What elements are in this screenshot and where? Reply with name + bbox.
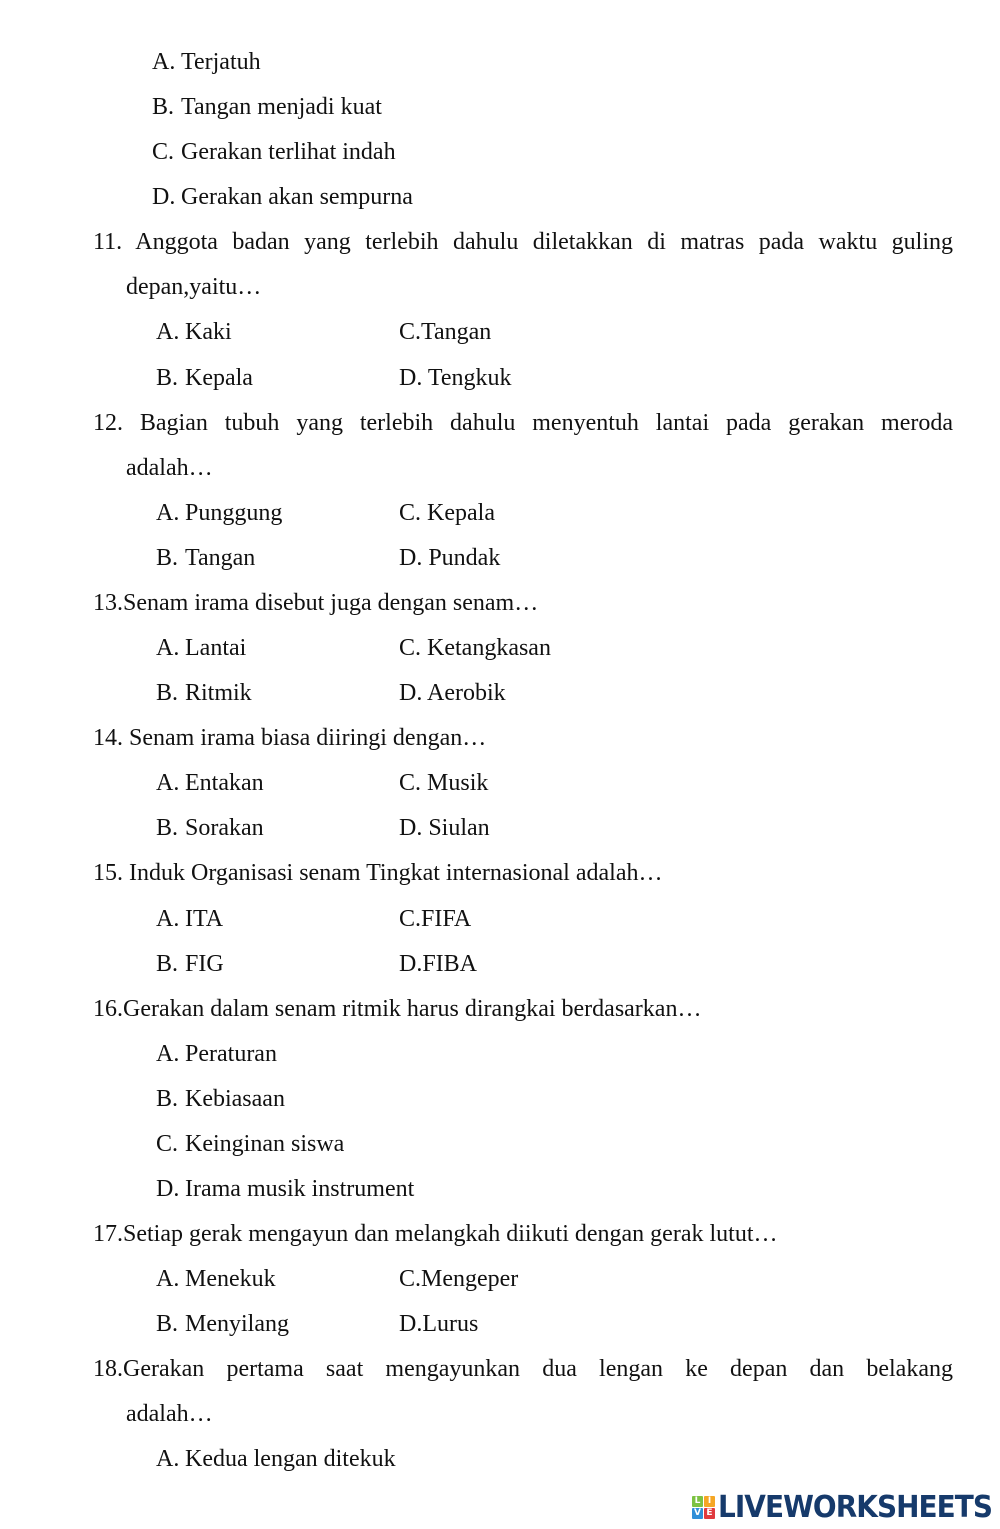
option-letter: B. (156, 951, 179, 977)
logo-text: LIVEWORKSHEETS (718, 1489, 993, 1525)
answer-option-row (156, 1039, 953, 1069)
option-letter: A. (156, 500, 180, 526)
option-letter: A. (156, 1041, 180, 1067)
question-text: 16.Gerakan dalam senam ritmik harus dirangkai berdasarkan… (93, 996, 702, 1022)
answer-option-row (156, 949, 953, 979)
option-letter: A. (156, 319, 180, 345)
option-letter: A. (156, 635, 180, 661)
answer-option-row (156, 1084, 953, 1114)
question-text: 15. Induk Organisasi senam Tingkat internasional adalah… (93, 860, 663, 886)
option-text: Lantai (185, 635, 247, 661)
option-letter: A. (156, 770, 180, 796)
option-right: D. Siulan (399, 815, 490, 841)
option-text: Irama musik instrument (185, 1176, 415, 1202)
option-right: D. Tengkuk (399, 365, 512, 391)
answer-option-row (156, 1444, 953, 1474)
question-text: 11. Anggota badan yang terlebih dahulu diletakkan di matras pada waktu guling (93, 229, 953, 255)
answer-option-row (156, 768, 953, 798)
option-text: Kepala (185, 365, 253, 391)
answer-option-row (152, 137, 953, 167)
option-letter: B. (156, 1086, 179, 1112)
option-letter: C. (152, 139, 175, 165)
logo-block: E (704, 1508, 715, 1519)
answer-option-row (156, 904, 953, 934)
question-text-continued: adalah… (126, 1401, 213, 1427)
answer-option-row (152, 92, 953, 122)
answer-option-row (156, 1174, 953, 1204)
option-text: Tangan menjadi kuat (181, 94, 382, 120)
answer-option-row (156, 1309, 953, 1339)
answer-option-row (156, 633, 953, 663)
option-letter: A. (156, 1446, 180, 1472)
answer-option-row (156, 498, 953, 528)
question-text: 13.Senam irama disebut juga dengan senam… (93, 590, 539, 616)
option-right: D.Lurus (399, 1311, 479, 1337)
option-text: Terjatuh (181, 49, 261, 75)
question-text: 18.Gerakan pertama saat mengayunkan dua lengan ke depan dan belakang (93, 1356, 953, 1382)
logo-block: L (692, 1496, 703, 1507)
option-text: Menekuk (185, 1266, 276, 1292)
option-right: C. Kepala (399, 500, 495, 526)
question-text-continued: adalah… (126, 455, 213, 481)
logo-block: V (692, 1508, 703, 1519)
question-text: 17.Setiap gerak mengayun dan melangkah diikuti dengan gerak lutut… (93, 1221, 778, 1247)
option-text: Peraturan (185, 1041, 277, 1067)
option-right: C. Ketangkasan (399, 635, 551, 661)
option-right: C. Musik (399, 770, 489, 796)
option-text: Keinginan siswa (185, 1131, 345, 1157)
option-letter: D. (156, 1176, 180, 1202)
option-right: D. Aerobik (399, 680, 506, 706)
option-letter: B. (152, 94, 175, 120)
answer-option-row (156, 813, 953, 843)
option-text: Entakan (185, 770, 264, 796)
option-text: Menyilang (185, 1311, 289, 1337)
answer-option-row (156, 1264, 953, 1294)
option-letter: A. (156, 1266, 180, 1292)
live-blocks-icon (692, 1496, 715, 1519)
answer-option-row (156, 543, 953, 573)
option-right: C.FIFA (399, 906, 472, 932)
answer-option-row (156, 363, 953, 393)
option-text: Ritmik (185, 680, 252, 706)
question-text-continued: depan,yaitu… (126, 274, 262, 300)
option-text: Gerakan akan sempurna (181, 184, 413, 210)
option-text: Tangan (185, 545, 256, 571)
question-text: 12. Bagian tubuh yang terlebih dahulu menyentuh lantai pada gerakan meroda (93, 410, 953, 436)
option-text: Kebiasaan (185, 1086, 285, 1112)
option-right: D.FIBA (399, 951, 478, 977)
option-right: D. Pundak (399, 545, 501, 571)
option-text: Sorakan (185, 815, 264, 841)
option-letter: A. (152, 49, 176, 75)
option-right: C.Mengeper (399, 1266, 519, 1292)
option-letter: A. (156, 906, 180, 932)
option-text: Gerakan terlihat indah (181, 139, 396, 165)
option-right: C.Tangan (399, 319, 492, 345)
option-letter: C. (156, 1131, 179, 1157)
answer-option-row (156, 678, 953, 708)
option-text: Kedua lengan ditekuk (185, 1446, 396, 1472)
option-text: Kaki (185, 319, 232, 345)
option-letter: B. (156, 365, 179, 391)
option-text: ITA (185, 906, 224, 932)
answer-option-row (156, 1129, 953, 1159)
question-text: 14. Senam irama biasa diiringi dengan… (93, 725, 487, 751)
option-text: FIG (185, 951, 224, 977)
answer-option-row (156, 317, 953, 347)
option-text: Punggung (185, 500, 283, 526)
liveworksheets-logo[interactable] (692, 1490, 1000, 1524)
answer-option-row (152, 47, 953, 77)
logo-block: I (704, 1496, 715, 1507)
option-letter: D. (152, 184, 176, 210)
answer-option-row (152, 182, 953, 212)
option-letter: B. (156, 1311, 179, 1337)
option-letter: B. (156, 545, 179, 571)
option-letter: B. (156, 680, 179, 706)
option-letter: B. (156, 815, 179, 841)
